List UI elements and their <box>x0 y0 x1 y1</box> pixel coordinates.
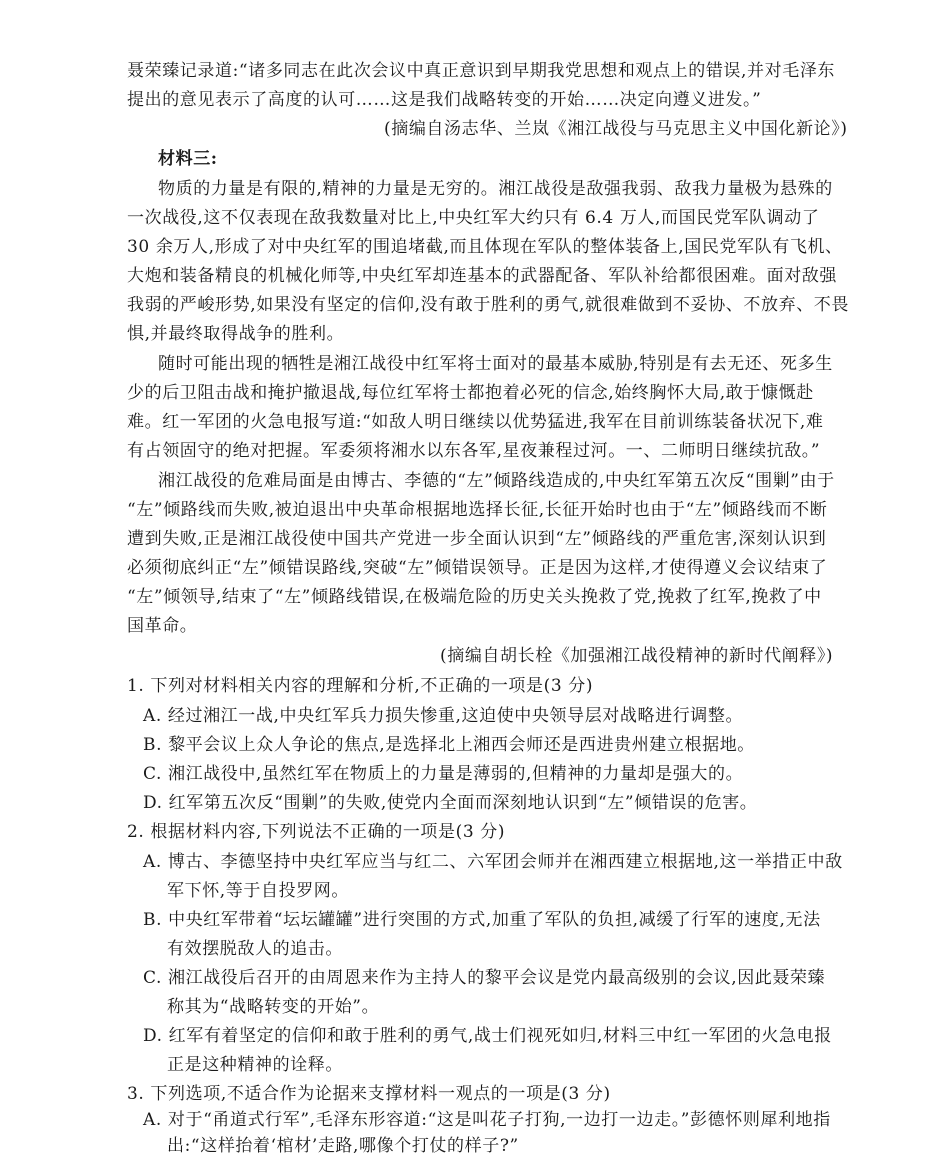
question-2-option-d-line-2: 正是这种精神的诠释。 <box>167 1055 343 1075</box>
question-1-stem: 1. 下列对材料相关内容的理解和分析,不正确的一项是(3 分) <box>127 676 594 696</box>
question-1-option-a: A. 经过湘江一战,中央红军兵力损失惨重,这迫使中央领导层对战略进行调整。 <box>143 706 744 726</box>
material-three-p3-line-2: “左”倾路线而失败,被迫退出中央革命根据地选择长征,长征开始时也由于“左”倾路线而不断 <box>127 500 828 520</box>
material-three-p3-line-1: 湘江战役的危难局面是由博古、李德的“左”倾路线造成的,中央红军第五次反“围剿”由于 <box>158 471 835 491</box>
material-three-p2-line-2: 少的后卫阻击战和掩护撤退战,每位红军将士都抱着必死的信念,始终胸怀大局,敢于慷慨赴 <box>127 383 814 403</box>
question-2-option-b-line-1: B. 中央红军带着“坛坛罐罐”进行突围的方式,加重了军队的负担,减缓了行军的速度,无法 <box>143 910 821 930</box>
question-2-stem: 2. 根据材料内容,下列说法不正确的一项是(3 分) <box>127 822 506 842</box>
material-three-p2-line-1: 随时可能出现的牺牲是湘江战役中红军将士面对的最基本威胁,特别是有去无还、死多生 <box>158 354 833 374</box>
material-three-p1-line-2: 一次战役,这不仅表现在敌我数量对比上,中央红军大约只有 6.4 万人,而国民党军队调动了 <box>127 208 820 228</box>
material-three-p1-line-4: 大炮和装备精良的机械化师等,中央红军却连基本的武器配备、军队补给都很困难。面对敌强 <box>127 266 838 286</box>
question-1-option-d: D. 红军第五次反“围剿”的失败,使党内全面而深刻地认识到“左”倾错误的危害。 <box>143 793 758 813</box>
material-three-source: (摘编自胡长栓《加强湘江战役精神的新时代阐释》) <box>440 646 834 666</box>
material-three-p2-line-3: 难。红一军团的火急电报写道:“如敌人明日继续以优势猛进,我军在目前训练装备状况下,难 <box>127 412 824 432</box>
question-2-option-d-line-1: D. 红军有着坚定的信仰和敢于胜利的勇气,战士们视死如归,材料三中红一军团的火急电报 <box>143 1026 832 1046</box>
question-2-option-c-line-1: C. 湘江战役后召开的由周恩来作为主持人的黎平会议是党内最高级别的会议,因此聂荣臻 <box>143 968 826 988</box>
question-1-option-b: B. 黎平会议上众人争论的焦点,是选择北上湘西会师还是西进贵州建立根据地。 <box>143 735 755 755</box>
question-3-stem: 3. 下列选项,不适合作为论据来支撑材料一观点的一项是(3 分) <box>127 1084 611 1104</box>
material-three-p3-line-6: 国革命。 <box>127 616 198 636</box>
material-three-p3-line-3: 遭到失败,正是湘江战役使中国共产党进一步全面认识到“左”倾路线的严重危害,深刻认识到 <box>127 529 827 549</box>
material-three-p3-line-5: “左”倾领导,结束了“左”倾路线错误,在极端危险的历史关头挽救了党,挽救了红军,挽救了中 <box>127 587 822 607</box>
question-3-option-a-line-1: A. 对于“甬道式行军”,毛泽东形容道:“这是叫花子打狗,一边打一边走。”彭德怀则犀利地指 <box>143 1110 831 1130</box>
material-three-p1-line-1: 物质的力量是有限的,精神的力量是无穷的。湘江战役是敌强我弱、敌我力量极为悬殊的 <box>158 179 833 199</box>
material-two-line-1: 聂荣臻记录道:“诸多同志在此次会议中真正意识到早期我党思想和观点上的错误,并对毛泽东 <box>127 61 836 81</box>
material-three-p3-line-4: 必须彻底纠正“左”倾错误路线,突破“左”倾错误领导。正是因为这样,才使得遵义会议结束了 <box>127 558 828 578</box>
material-three-p1-line-3: 30 余万人,形成了对中央红军的围追堵截,而且体现在军队的整体装备上,国民党军队有飞机、 <box>127 237 843 257</box>
question-2-option-c-line-2: 称其为“战略转变的开始”。 <box>167 997 380 1017</box>
material-two-line-2: 提出的意见表示了高度的认可……这是我们战略转变的开始……决定向遵义进发。” <box>127 90 762 110</box>
question-2-option-b-line-2: 有效摆脱敌人的追击。 <box>167 939 343 959</box>
question-2-option-a-line-2: 军下怀,等于自投罗网。 <box>167 881 350 901</box>
material-two-source: (摘编自汤志华、兰岚《湘江战役与马克思主义中国化新论》) <box>384 119 848 139</box>
material-three-p1-line-5: 我弱的严峻形势,如果没有坚定的信仰,没有敢于胜利的勇气,就很难做到不妥协、不放弃、不畏 <box>127 295 850 315</box>
question-3-option-a-line-2: 出:“这样抬着‘棺材’走路,哪像个打仗的样子?” <box>167 1136 519 1156</box>
material-three-heading: 材料三: <box>158 149 218 169</box>
material-three-p2-line-4: 有占领固守的绝对把握。军委须将湘水以东各军,星夜兼程过河。一、二师明日继续抗敌。” <box>127 441 821 461</box>
question-2-option-a-line-1: A. 博古、李德坚持中央红军应当与红二、六军团会师并在湘西建立根据地,这一举措正中敌 <box>143 852 843 872</box>
material-three-p1-line-6: 惧,并最终取得战争的胜利。 <box>127 324 345 344</box>
question-1-option-c: C. 湘江战役中,虽然红军在物质上的力量是薄弱的,但精神的力量却是强大的。 <box>143 764 744 784</box>
